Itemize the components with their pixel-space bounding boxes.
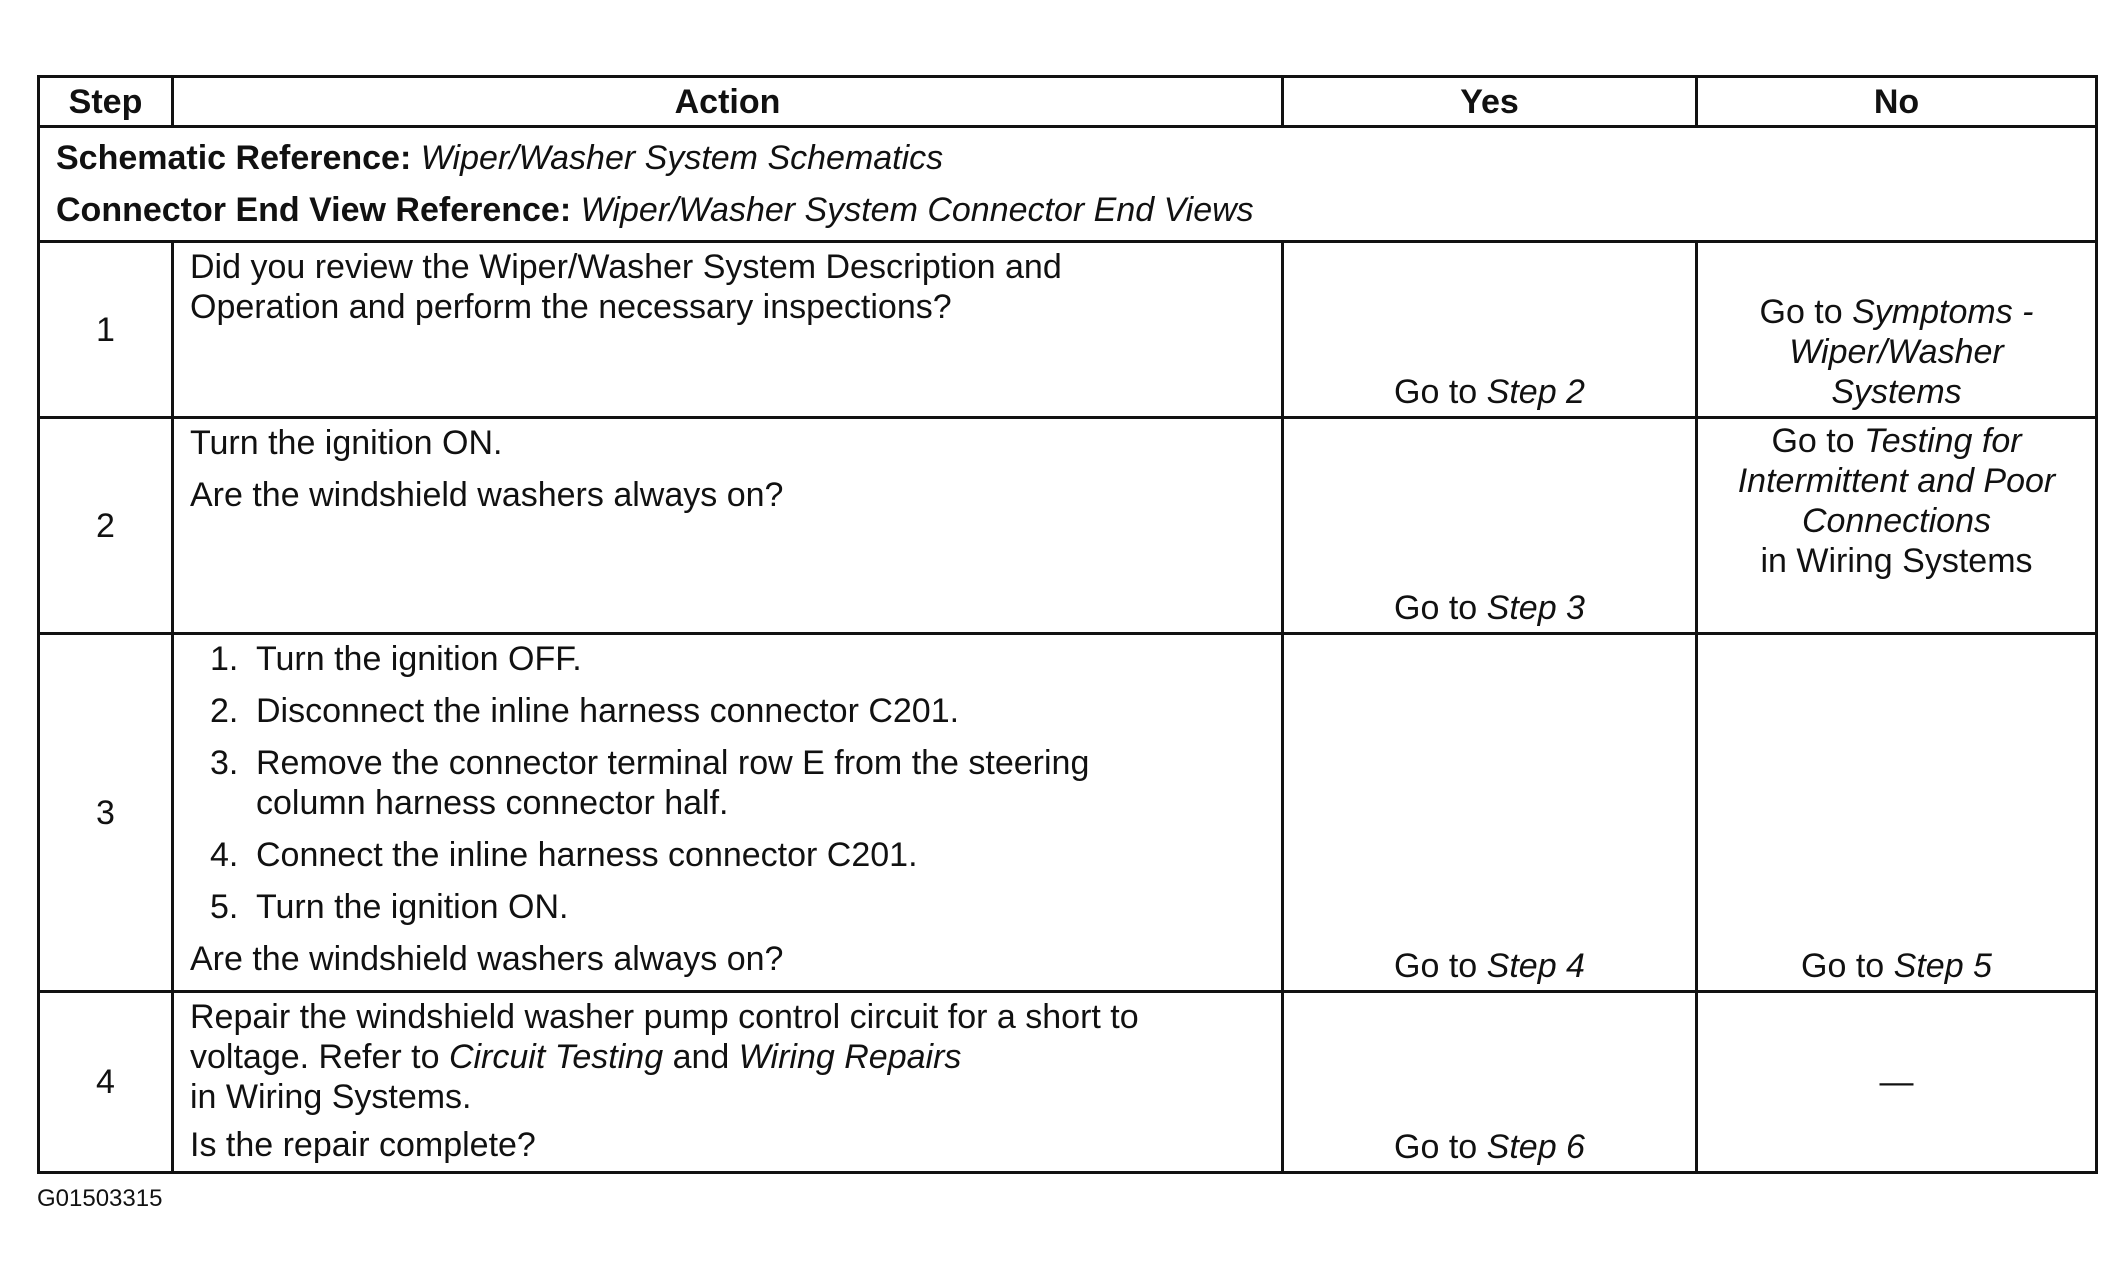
no-link[interactable]: Systems [1831,373,1962,411]
no-prefix: Go to [1771,422,1855,460]
yes-step-link[interactable]: Step 3 [1486,589,1585,627]
action-text: Operation and perform the necessary inspections? [190,288,952,326]
reference-row [39,127,2097,242]
header-row [39,77,2097,127]
no-suffix: in Wiring Systems [1760,542,2033,580]
substep-number: 3. [210,744,239,782]
action-text: Turn the ignition ON. [190,424,503,462]
substep-text: Turn the ignition OFF. [256,640,582,678]
figure-id: G01503315 [37,1185,163,1212]
action-text: Did you review the Wiper/Washer System Description and [190,248,1062,286]
substep-text: Turn the ignition ON. [256,888,569,926]
step-number: 1 [39,242,173,418]
yes-step-link[interactable]: Step 4 [1486,947,1585,985]
list-item [210,691,1265,731]
wiring-repairs-link[interactable]: Wiring Repairs [738,1038,962,1076]
header-action: Action [173,77,1283,127]
yes-prefix: Go to [1394,589,1478,627]
connector-reference [56,184,2079,236]
no-step-link[interactable]: Step 5 [1893,947,1992,985]
table-row [39,992,2097,1173]
action-cell [173,418,1283,634]
yes-cell [1283,992,1697,1173]
list-item [210,887,1265,927]
action-text: Repair the windshield washer pump control circuit for a short to [190,998,1139,1036]
yes-cell [1283,634,1697,992]
substep-text: Remove the connector terminal row E from the steering [256,744,1090,782]
substep-text: Connect the inline harness connector C201. [256,836,918,874]
schematic-reference-link[interactable]: Wiper/Washer System Schematics [420,139,944,177]
no-link[interactable]: Intermittent and Poor [1737,462,2056,500]
no-prefix: Go to [1801,947,1885,985]
substep-number: 4. [210,836,239,874]
yes-prefix: Go to [1394,1128,1478,1166]
connector-reference-label: Connector End View Reference: [56,191,572,229]
no-link[interactable]: Connections [1801,502,1991,540]
no-cell [1697,992,2097,1173]
action-text-part: and [672,1038,730,1076]
list-item [210,639,1265,679]
action-question: Is the repair complete? [190,1126,536,1164]
circuit-testing-link[interactable]: Circuit Testing [448,1038,664,1076]
table-row [39,418,2097,634]
no-prefix: Go to [1759,293,1843,331]
substep-text: column harness connector half. [256,784,729,822]
action-text: in Wiring Systems. [190,1078,472,1116]
no-link[interactable]: Symptoms - [1852,293,2034,331]
substep-number: 2. [210,692,239,730]
substep-list [190,639,1265,927]
substep-number: 5. [210,888,239,926]
header-step: Step [39,77,173,127]
step-number: 2 [39,418,173,634]
schematic-reference-label: Schematic Reference: [56,139,412,177]
action-cell [173,992,1283,1173]
action-question: Are the windshield washers always on? [190,476,784,514]
no-link[interactable]: Testing for [1864,422,2022,460]
step-number: 4 [39,992,173,1173]
action-text [190,1037,1265,1077]
action-cell [173,634,1283,992]
no-cell [1697,634,2097,992]
no-link[interactable]: Wiper/Washer [1789,333,2004,371]
no-value: — [1879,1063,1914,1101]
action-cell [173,242,1283,418]
substep-text: Disconnect the inline harness connector C201. [256,692,960,730]
header-no: No [1697,77,2097,127]
no-cell [1697,242,2097,418]
yes-step-link[interactable]: Step 2 [1486,373,1585,411]
diagnostic-table [37,75,2098,1174]
table-row [39,634,2097,992]
action-text-part: voltage. Refer to [190,1038,440,1076]
yes-prefix: Go to [1394,947,1478,985]
substep-number: 1. [210,640,239,678]
table-row [39,242,2097,418]
connector-reference-link[interactable]: Wiper/Washer System Connector End Views [580,191,1254,229]
step-number: 3 [39,634,173,992]
list-item [210,835,1265,875]
header-yes: Yes [1283,77,1697,127]
yes-prefix: Go to [1394,373,1478,411]
yes-cell [1283,242,1697,418]
reference-cell [39,127,2097,242]
yes-step-link[interactable]: Step 6 [1486,1128,1585,1166]
no-cell [1697,418,2097,634]
schematic-reference [56,132,2079,184]
action-question: Are the windshield washers always on? [190,940,784,978]
yes-cell [1283,418,1697,634]
list-item [210,743,1265,823]
